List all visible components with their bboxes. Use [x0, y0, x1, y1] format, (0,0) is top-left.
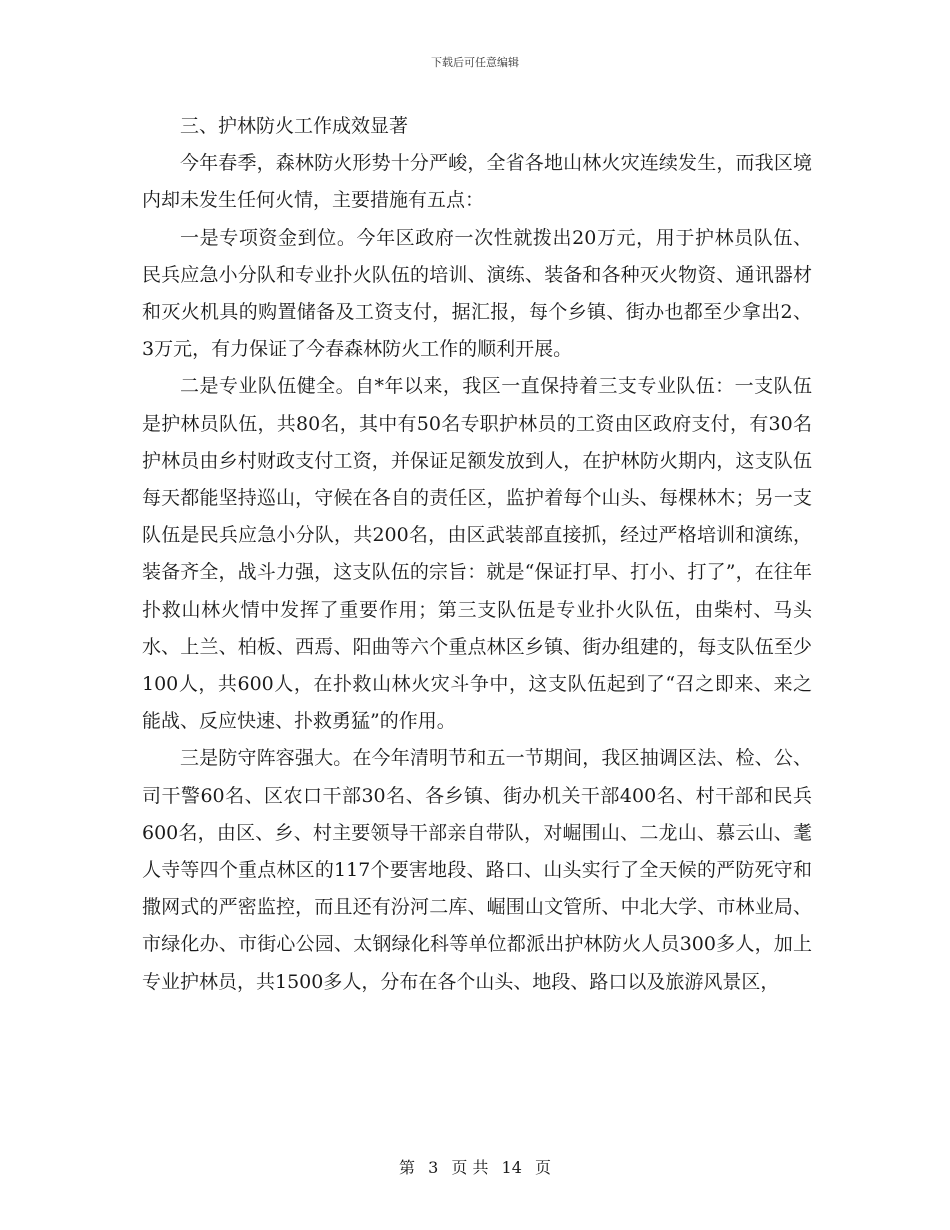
page-number: 3 — [428, 1158, 439, 1177]
document-body — [142, 108, 812, 1001]
page-label-prefix: 第 — [398, 1158, 415, 1177]
total-pages: 14 — [501, 1158, 522, 1177]
paragraph: 三是防守阵容强大。在今年清明节和五一节期间，我区抽调区法、检、公、司干警60名、区农口干部30名、各乡镇、街办机关干部400名、村干部和民兵600名，由区、乡、村主要领导干部亲自带队，对崛围山、二龙山、慕云山、耄人寺等四个重点林区的117个要害地段、路口、山头实行了全天候的严防死守和撒网式的严密监控，而且还有汾河二库、崛围山文管所、中北大学、市林业局、市绿化办、市街心公园、太钢绿化科等单位都派出护林防火人员300多人，加上专业护林员，共1500多人，分布在各个山头、地段、路口以及旅游风景区， — [142, 747, 812, 993]
page-label-mid: 页 共 — [451, 1158, 489, 1177]
header-note: 下载后可任意编辑 — [431, 56, 519, 69]
paragraph: 二是专业队伍健全。自*年以来，我区一直保持着三支专业队伍：一支队伍是护林员队伍，共80名，其中有50名专职护林员的工资由区政府支付，有30名护林员由乡村财政支付工资，并保证足额发放到人，在护林防火期内，这支队伍每天都能坚持巡山，守候在各自的责任区，监护着每个山头、每棵林木；另一支队伍是民兵应急小分队，共200名，由区武装部直接抓，经过严格培训和演练，装备齐全，战斗力强，这支队伍的宗旨：就是“保证打早、打小、打了”，在往年扑救山林火情中发挥了重要作用；第三支队伍是专业扑火队伍，由柴村、马头水、上兰、柏板、西焉、阳曲等六个重点林区乡镇、街办组建的，每支队伍至少100人，共600人，在扑救山林火灾斗争中，这支队伍起到了“召之即来、来之能战、反应快速、扑救勇猛”的作用。 — [142, 375, 812, 733]
paragraph: 一是专项资金到位。今年区政府一次性就拨出20万元，用于护林员队伍、民兵应急小分队和专业扑火队伍的培训、演练、装备和各种灭火物资、通讯器材和灭火机具的购置储备及工资支付，据汇报，每个乡镇、街办也都至少拿出2、3万元，有力保证了今春森林防火工作的顺利开展。 — [142, 226, 812, 361]
page-footer — [0, 1155, 950, 1178]
page-label-suffix: 页 — [535, 1158, 552, 1177]
paragraph: 今年春季，森林防火形势十分严峻，全省各地山林火灾连续发生，而我区境内却未发生任何火情，主要措施有五点： — [142, 152, 812, 212]
section-title: 三、护林防火工作成效显著 — [180, 115, 409, 137]
